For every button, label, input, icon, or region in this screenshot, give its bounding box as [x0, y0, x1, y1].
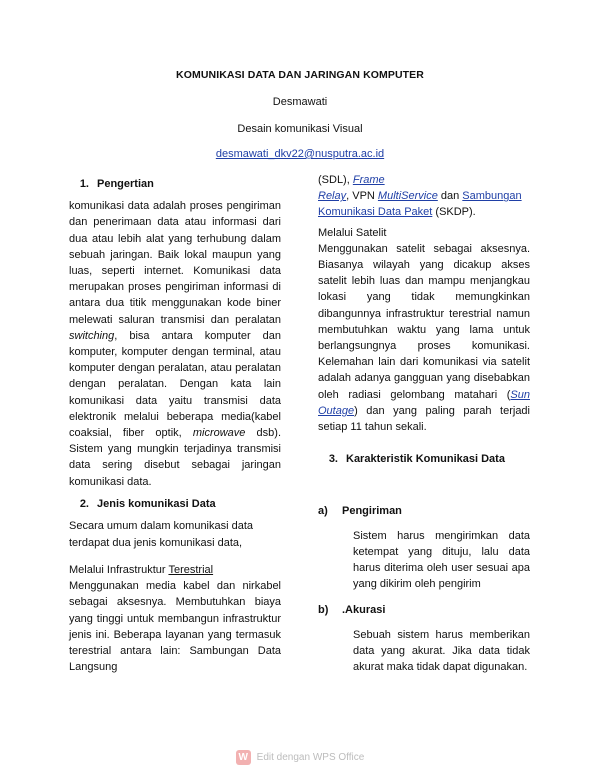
wps-watermark-text: Edit dengan WPS Office: [256, 752, 365, 764]
terrestrial-heading: [69, 562, 281, 578]
text-run: dan: [437, 190, 463, 203]
wps-office-icon: W: [236, 750, 251, 765]
text-run: ) dan yang paling parah terjadi setiap 11 tahun sekali.: [318, 404, 530, 434]
author-email-link[interactable]: desmawati_dkv22@nusputra.ac.id: [215, 148, 385, 160]
sun-outage-link[interactable]: Sun Outage: [318, 388, 530, 417]
section-title: Karakteristik Komunikasi Data: [346, 453, 505, 466]
section-1-paragraph: [69, 198, 281, 490]
document-title: KOMUNIKASI DATA DAN JARINGAN KOMPUTER: [176, 69, 424, 81]
text-run: Melalui Infrastruktur: [69, 564, 169, 577]
affiliation: Desain komunikasi Visual: [237, 123, 363, 135]
subsection-title: .Akurasi: [342, 604, 386, 617]
text-run: dsb). Sistem yang mungkin terjadinya transmisi data sering disebut sebagai jaringan komunikasi data.: [69, 427, 281, 488]
text-italic: microwave: [192, 427, 246, 440]
text-run: (SKDP).: [432, 206, 476, 219]
section-number: 3.: [328, 453, 338, 466]
vpn-multiservice-link[interactable]: MultiService: [377, 190, 438, 203]
text-run: , VPN: [346, 190, 378, 203]
subsection-number: b): [318, 604, 329, 617]
section-number: 2.: [79, 497, 89, 510]
subsection-a-heading: [318, 503, 530, 519]
section-1-heading: [69, 176, 281, 192]
frame-relay-link[interactable]: Frame: [352, 174, 385, 186]
skdp-link[interactable]: Sambungan Komunikasi Data Paket: [318, 190, 522, 219]
subsection-a-text: Sistem harus mengirimkan data ketempat yang dituju, lalu data harus diterima oleh user sesuai apa yang dikirim oleh pengirim: [353, 529, 530, 591]
section-3-heading: [318, 451, 530, 467]
section-title: Jenis komunikasi Data: [97, 497, 216, 510]
author-name: Desmawati: [272, 96, 328, 108]
text-run: komunikasi data adalah proses pengiriman dan penerimaan data atau informasi dari dua atau lebih alat yang terhubung dalam sebuah jaringan. Baik lokal maupun yang luas, seperti internet. Komunikasi data merupakan proses pengiriman informasi di antara dua titik menggunakan kode biner melewati saluran transmisi dan peralatan: [69, 200, 281, 326]
section-number: 1.: [79, 178, 89, 190]
section-2-intro: Secara umum dalam komunikasi data terdapat dua jenis komunikasi data,: [69, 520, 254, 550]
text-run: (SDL),: [318, 174, 353, 186]
text-italic: switching: [69, 329, 115, 342]
text-run: Menggunakan satelit sebagai aksesnya. Biasanya wilayah yang dicakup akses satelit lebih luas dan mampu menjangkau lokasi yang tidak memungkinkan dibangunnya infrastruktur terestrial namun membutuhkan waktu yang lama untuk berlangsungnya proses komunikasi. Kelemahan lain dari komunikasi via satelit adalah adanya gangguan yang disebabkan oleh radiasi gelombang matahari (: [318, 242, 530, 401]
subsection-number: a): [318, 505, 328, 518]
subsection-b-heading: [318, 602, 530, 618]
section-2-heading: [69, 496, 281, 512]
text-run: , bisa antara komputer dan komputer, komputer dengan terminal, atau komputer dengan peralatan, atau peralatan dengan peralatan. Dengan kata lain komunikasi data yaitu transmisi data elektronik melalui beberapa media(kabel coaksial, fiber optik,: [69, 329, 281, 440]
text-underlined: Terestrial: [168, 564, 214, 577]
right-column: [318, 172, 530, 675]
wps-watermark[interactable]: [0, 750, 600, 765]
frame-relay-link[interactable]: Relay: [318, 190, 347, 203]
satelit-paragraph: [318, 241, 530, 435]
terrestrial-paragraph: Menggunakan media kabel dan nirkabel sebagai aksesnya. Membutuhkan biaya yang tinggi untuk membangun infrastruktur jenis ini. Beberapa layanan yang termasuk terestrial antara lain: Sambungan Data Langsung: [69, 580, 281, 674]
subsection-b-text: Sebuah sistem harus memberikan data yang akurat. Jika data tidak akurat maka tidak dapat digunakan.: [353, 628, 530, 674]
satelit-heading: Melalui Satelit: [318, 226, 387, 239]
left-column: [69, 176, 281, 675]
terrestrial-continuation: [318, 172, 530, 221]
section-title: Pengertian: [97, 178, 154, 190]
subsection-title: Pengiriman: [342, 505, 402, 518]
